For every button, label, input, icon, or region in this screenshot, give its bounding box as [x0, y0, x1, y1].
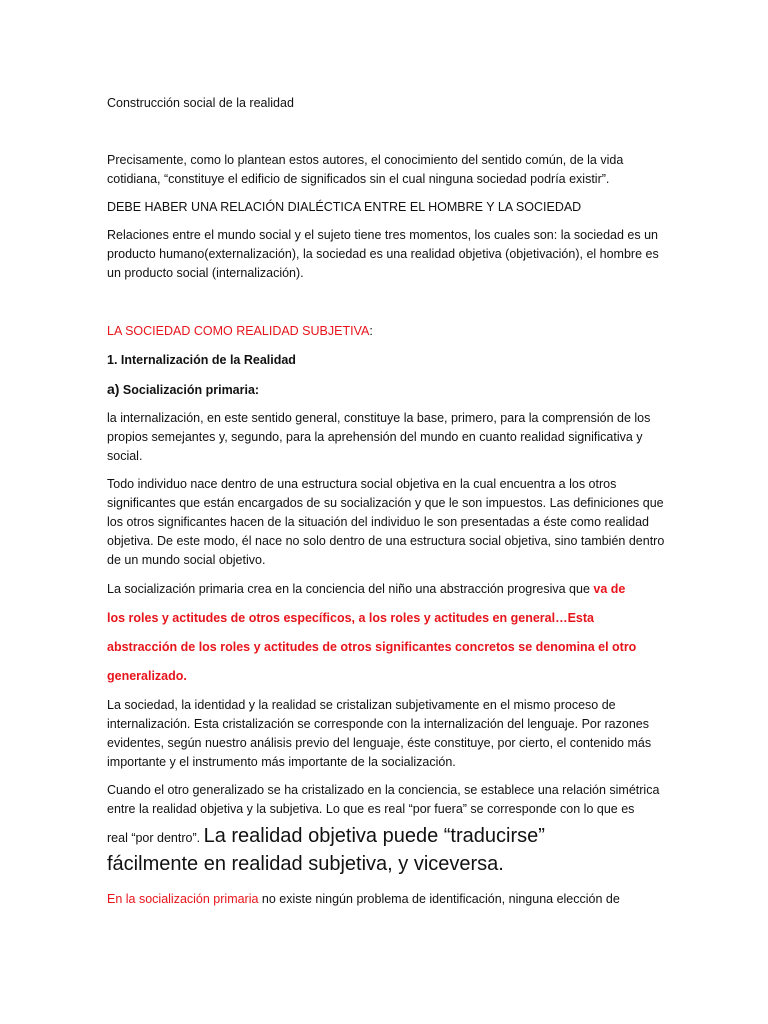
- paragraph-tres-momentos: Relaciones entre el mundo social y el sujeto tiene tres momentos, los cuales son: la sociedad es un producto humano(externalización), la sociedad es una realidad objetiva (objetivación), el hombre es un producto social (internalización).: [107, 228, 659, 280]
- document-title: Construcción social de la realidad: [107, 96, 294, 110]
- traducirse-statement-line2: fácilmente en realidad subjetiva, y viceversa.: [107, 853, 504, 875]
- paragraph-cristalizacion: La sociedad, la identidad y la realidad se cristalizan subjetivamente en el mismo proceso de internalización. Esta cristalización se corresponde con la internalización del lenguaje. Por razones evidentes, según nuestro análisis previo del lenguaje, éste constituye, por cierto, el contenido más importante y el instrumento más importante de la socialización.: [107, 698, 652, 769]
- section-title-colon: :: [369, 324, 373, 338]
- section-heading: [107, 322, 373, 341]
- abstraccion-quote-line3: abstracción de los roles y actitudes de otros significantes concretos se denomina el otro: [107, 640, 637, 654]
- subheading-letter: a): [107, 381, 120, 397]
- abstraccion-intro: La socialización primaria crea en la conciencia del niño una abstracción progresiva que: [107, 582, 594, 596]
- abstraccion-quote-start: va de: [593, 582, 626, 596]
- paragraph-sentido-comun: Precisamente, como lo plantean estos autores, el conocimiento del sentido común, de la vida cotidiana, “constituye el edificio de significados sin el cual ninguna sociedad podría existir”.: [107, 153, 624, 186]
- subheading-internalizacion: 1. Internalización de la Realidad: [107, 353, 296, 367]
- paragraph-simetrica-line2: entre la realidad objetiva y la subjetiva. Lo que es real “por fuera” se corresponde con lo que es: [107, 802, 635, 816]
- identificacion-red-lead: En la socialización primaria: [107, 892, 259, 906]
- paragraph-identificacion: [107, 890, 620, 909]
- paragraph-simetrica-line1: Cuando el otro generalizado se ha cristalizado en la conciencia, se establece una relación simétrica: [107, 783, 660, 797]
- traducirse-statement: La realidad objetiva puede “traducirse”: [203, 825, 545, 847]
- subheading-socializacion-label: Socialización primaria:: [119, 383, 260, 397]
- paragraph-abstraccion-line1: [107, 580, 625, 599]
- section-title: LA SOCIEDAD COMO REALIDAD SUBJETIVA: [107, 324, 370, 338]
- subheading-socializacion-primaria: [107, 380, 259, 400]
- abstraccion-quote-line4: generalizado.: [107, 669, 187, 683]
- heading-relacion-dialectica: DEBE HABER UNA RELACIÓN DIALÉCTICA ENTRE EL HOMBRE Y LA SOCIEDAD: [107, 200, 582, 214]
- real-por-dentro: real “por dentro”.: [107, 831, 204, 845]
- paragraph-simetrica-line3: [107, 822, 545, 852]
- abstraccion-quote-line2: los roles y actitudes de otros específicos, a los roles y actitudes en general…Esta: [107, 611, 594, 625]
- paragraph-individuo: Todo individuo nace dentro de una estructura social objetiva en la cual encuentra a los otros significantes que están encargados de su socialización y que le son impuestos. Las definiciones que los otros significantes hacen de la situación del individuo le son presentadas a éste como realidad objetiva. De este modo, él nace no solo dentro de una estructura social objetiva, sino también dentro de un mundo social objetivo.: [107, 477, 665, 567]
- identificacion-text: no existe ningún problema de identificación, ninguna elección de: [258, 892, 620, 906]
- paragraph-internalizacion: la internalización, en este sentido general, constituye la base, primero, para la comprensión de los propios semejantes y, segundo, para la aprehensión del mundo en cuanto realidad significativa y social.: [107, 411, 651, 463]
